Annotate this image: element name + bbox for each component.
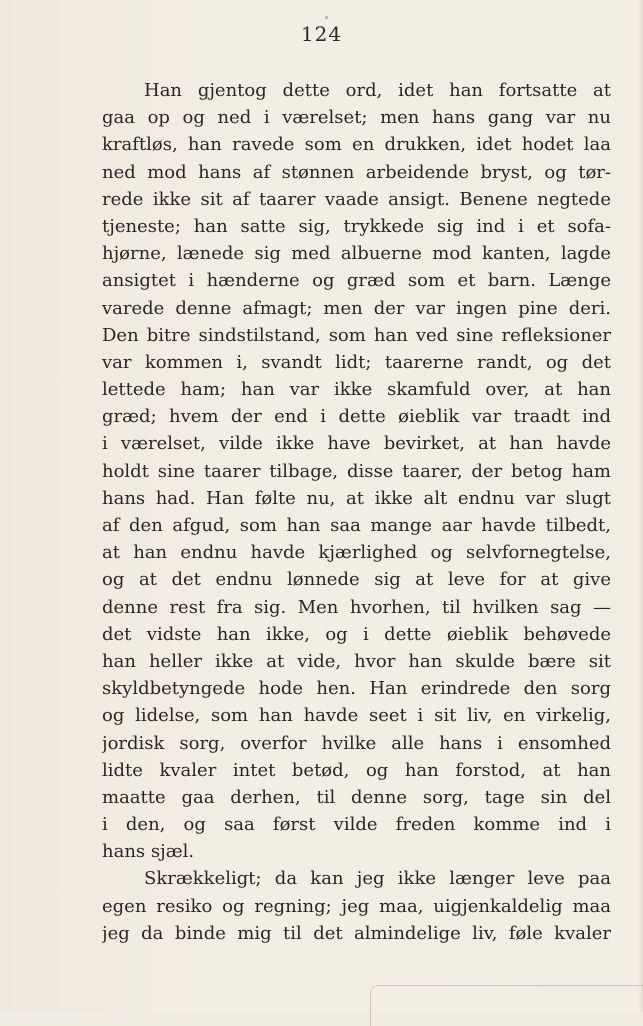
text-line: i den, og saa først vilde freden komme ind i [102, 814, 611, 836]
text-line: græd; hvem der end i dette øieblik var traadt ind [102, 406, 611, 428]
text-line: hans sjæl. [102, 841, 195, 863]
text-line: det vidste han ikke, og i dette øieblik behøvede [102, 623, 611, 645]
text-line: holdt sine taarer tilbage, disse taarer, der betog ham [102, 460, 611, 482]
text-line: han heller ikke at vide, hvor han skulde bære sit [102, 650, 611, 672]
page-number: 124 [300, 22, 343, 46]
text-line: og lidelse, som han havde seet i sit liv, en virkelig, [102, 705, 611, 727]
text-line: af den afgud, som han saa mange aar havde tilbedt, [102, 515, 611, 536]
text-line: i værelset, vilde ikke have bevirket, at han havde [102, 433, 611, 455]
text-line: og at det endnu lønnede sig at leve for at give [102, 569, 611, 591]
text-line: jeg da binde mig til det almindelige liv, føle kvaler [102, 922, 611, 944]
text-line: ned mod hans af stønnen arbeidende bryst, og tør- [102, 161, 611, 183]
text-line: tjeneste; han satte sig, trykkede sig ind i et sofa- [102, 215, 611, 237]
text-line: jordisk sorg, overfor hvilke alle hans i ensomhed [102, 732, 611, 754]
text-line: hans had. Han følte nu, at ikke alt endnu var slugt [102, 487, 611, 509]
text-line: egen resiko og regning; jeg maa, uigjenkaldelig maa [102, 895, 611, 917]
text-line: hjørne, lænede sig med albuerne mod kanten, lagde [102, 243, 611, 265]
text-line: skyldbetyngede hode hen. Han erindrede den sorg [102, 678, 611, 700]
text-line: Han gjentog dette ord, idet han fortsatte at [144, 80, 611, 101]
text-line: at han endnu havde kjærlighed og selvfornegtelse, [102, 542, 611, 564]
text-line: ansigtet i hænderne og græd som et barn. Længe [102, 270, 611, 292]
page-speck [325, 16, 328, 19]
page-curl-decoration [370, 985, 643, 1026]
text-line: lettede ham; han var ikke skamfuld over, at han [102, 379, 611, 401]
text-line: rede ikke sit af taarer vaade ansigt. Benene negtede [102, 188, 611, 210]
page-edge-shadow [639, 0, 643, 1012]
text-line: varede denne afmagt; men der var ingen pine deri. [102, 297, 611, 319]
body-text [102, 77, 611, 947]
text-line: Den bitre sindstilstand, som han ved sine refleksioner [102, 324, 611, 346]
text-line: var kommen i, svandt lidt; taarerne randt, og det [102, 351, 611, 373]
text-line: kraftløs, han ravede som en drukken, idet hodet laa [102, 134, 611, 156]
text-line: gaa op og ned i værelset; men hans gang var nu [102, 107, 611, 129]
text-line: Skrækkeligt; da kan jeg ikke længer leve paa [144, 868, 611, 890]
text-line: denne rest fra sig. Men hvorhen, til hvilken sag — [102, 596, 611, 618]
text-line: lidte kvaler intet betød, og han forstod, at han [102, 759, 611, 781]
text-line: maatte gaa derhen, til denne sorg, tage sin del [102, 786, 611, 808]
